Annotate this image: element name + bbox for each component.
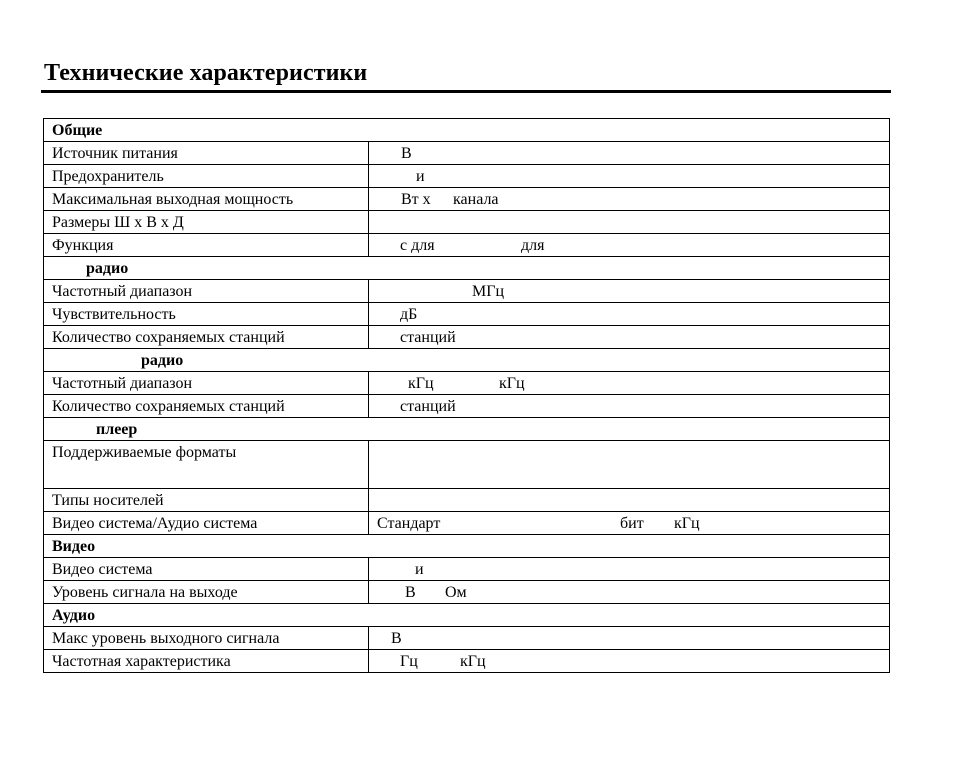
spec-label: Видео система/Аудио система [44,512,369,535]
value-part: кГц [408,375,434,392]
spec-label: Частотный диапазон [44,280,369,303]
spec-label: Частотный диапазон [44,372,369,395]
table-row [44,489,890,512]
value-part: Стандарт [377,515,441,532]
value-part: Вт х [401,191,431,208]
page-title: Технические характеристики [44,60,368,86]
section-audio: Аудио [44,604,890,627]
value-part: бит [620,515,644,532]
table-row [44,211,890,234]
value-part: кГц [674,515,700,532]
spec-value [369,581,890,604]
table-row [44,142,890,165]
table-row [44,188,890,211]
spec-label: Типы носителей [44,489,369,512]
value-part: МГц [472,283,505,300]
value-part: канала [453,191,499,208]
spec-label: Размеры Ш х В х Д [44,211,369,234]
table-row [44,280,890,303]
spec-label: Источник питания [44,142,369,165]
table-row [44,372,890,395]
spec-value [369,627,890,650]
section-row [44,257,890,280]
section-video: Видео [44,535,890,558]
section-row [44,119,890,142]
spec-value [369,142,890,165]
table-row [44,303,890,326]
spec-value [369,558,890,581]
value-part: кГц [499,375,525,392]
value-part: с для [400,237,435,254]
section-general: Общие [44,119,890,142]
spec-label: Поддерживаемые форматы [44,441,369,489]
spec-value [369,512,890,535]
section-player: плеер [44,418,890,441]
spec-label: Частотная характеристика [44,650,369,673]
spec-value [369,165,890,188]
spec-value [369,188,890,211]
spec-label: Предохранитель [44,165,369,188]
table-row [44,512,890,535]
spec-label: Видео система [44,558,369,581]
table-row [44,234,890,257]
spec-label: Функция [44,234,369,257]
spec-label: Чувствительность [44,303,369,326]
spec-value [369,372,890,395]
spec-label: Уровень сигнала на выходе [44,581,369,604]
table-row [44,395,890,418]
value-part: станций [400,398,456,415]
value-part: Гц [400,653,418,670]
section-row [44,535,890,558]
value-part: и [416,168,425,185]
value-part: для [521,237,545,254]
section-radio-2: радио [44,349,890,372]
spec-value [369,326,890,349]
table-row [44,650,890,673]
title-underline [41,90,891,93]
spec-value [369,395,890,418]
value-part: и [415,561,424,578]
spec-value [369,211,890,234]
section-row [44,604,890,627]
table-row [44,558,890,581]
table-row [44,441,890,489]
section-row [44,349,890,372]
value-part: Ом [445,584,467,601]
spec-label: Количество сохраняемых станций [44,326,369,349]
section-row [44,418,890,441]
value-part: кГц [460,653,486,670]
spec-value [369,489,890,512]
value-part: станций [400,329,456,346]
value-part: В [401,145,412,162]
section-radio-1: радио [44,257,890,280]
table-row [44,627,890,650]
table-row [44,581,890,604]
table-row [44,326,890,349]
value-part: дБ [400,306,418,323]
spec-table [43,118,890,673]
spec-value [369,234,890,257]
spec-label: Макс уровень выходного сигнала [44,627,369,650]
spec-label: Количество сохраняемых станций [44,395,369,418]
value-part: В [391,630,402,647]
spec-value [369,280,890,303]
spec-value [369,441,890,489]
spec-label: Максимальная выходная мощность [44,188,369,211]
spec-value [369,303,890,326]
spec-value [369,650,890,673]
table-row [44,165,890,188]
value-part: В [405,584,416,601]
